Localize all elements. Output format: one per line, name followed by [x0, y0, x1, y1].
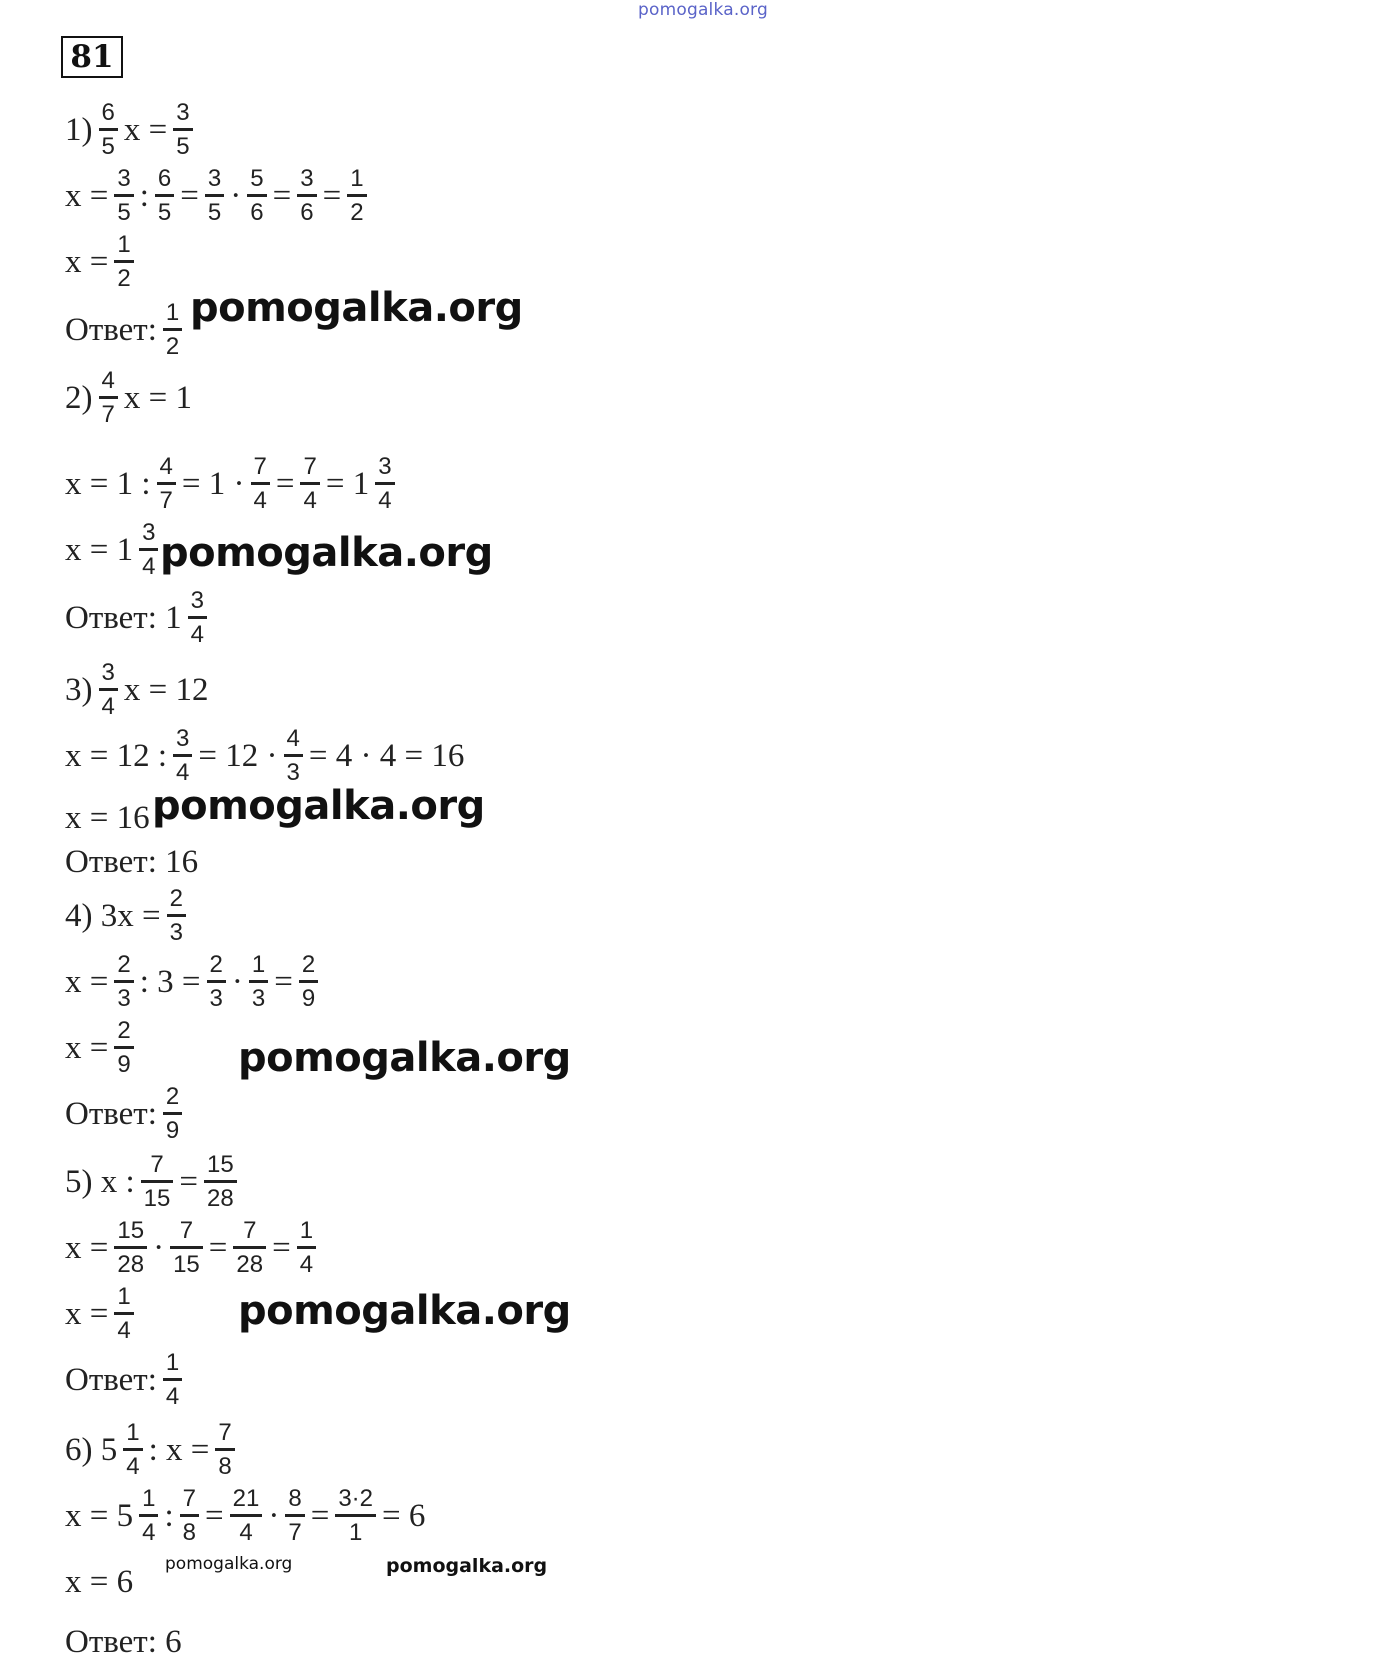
fraction-denominator: 28	[236, 1250, 264, 1278]
fraction-denominator: 3	[169, 918, 183, 946]
equation-text: :	[139, 177, 149, 214]
fraction-numerator: 21	[232, 1485, 260, 1513]
fraction	[188, 589, 207, 647]
fraction-denominator: 4	[117, 1316, 131, 1344]
fraction	[114, 167, 133, 225]
fraction-denominator: 4	[378, 486, 392, 514]
fraction	[347, 167, 366, 225]
fraction	[204, 1153, 237, 1211]
fraction-numerator: 3	[190, 587, 204, 615]
equation-text: 6) 5	[65, 1431, 118, 1468]
equation-text: : 3 =	[139, 963, 201, 1000]
problem-number: 81	[61, 36, 123, 78]
watermark: pomogalka.org	[160, 530, 493, 576]
equation-text: x =	[65, 963, 109, 1000]
fraction	[163, 1085, 182, 1143]
fraction	[251, 455, 270, 513]
fraction-numerator: 2	[169, 885, 183, 913]
equation-text: = 4 · 4 = 16	[308, 737, 465, 774]
fraction	[157, 455, 176, 513]
fraction-denominator: 4	[176, 758, 190, 786]
fraction-denominator: 9	[117, 1050, 131, 1078]
equation-text: x = 1	[123, 379, 192, 416]
fraction-denominator: 3	[286, 758, 300, 786]
fraction-denominator: 4	[239, 1518, 253, 1546]
equation-text: = 1	[325, 465, 370, 502]
fraction-numerator: 7	[243, 1217, 257, 1245]
fraction-numerator: 7	[150, 1151, 164, 1179]
fraction-numerator: 3	[142, 519, 156, 547]
equation-line	[62, 1280, 137, 1348]
fraction-denominator: 28	[117, 1250, 145, 1278]
fraction-denominator: 4	[303, 486, 317, 514]
equation-line	[62, 1482, 428, 1550]
fraction	[114, 233, 133, 291]
fraction	[123, 1421, 142, 1479]
equation-line	[62, 948, 321, 1016]
equation-text: =	[180, 177, 199, 214]
equation-text: x = 5	[65, 1497, 134, 1534]
fraction-denominator: 15	[173, 1250, 200, 1278]
equation-line	[62, 364, 195, 432]
equation-text: x = 6	[65, 1563, 134, 1600]
fraction-denominator: 7	[288, 1518, 302, 1546]
equation-text: x = 1	[65, 531, 134, 568]
equation-text: =	[272, 177, 292, 214]
equation-line	[62, 1608, 185, 1676]
fraction-denominator: 4	[101, 692, 115, 720]
equation-line	[62, 1014, 137, 1082]
fraction	[249, 953, 268, 1011]
fraction-numerator: 2	[117, 951, 131, 979]
fraction-denominator: 8	[218, 1452, 232, 1480]
fraction-denominator: 3	[209, 984, 223, 1012]
fraction	[99, 661, 118, 719]
fraction	[297, 167, 316, 225]
fraction-numerator: 3	[101, 659, 115, 687]
fraction-denominator: 4	[142, 552, 156, 580]
equation-line	[62, 1548, 136, 1616]
fraction-denominator: 4	[126, 1452, 140, 1480]
equation-line	[62, 96, 196, 164]
fraction-numerator: 6	[101, 99, 115, 127]
fraction-numerator: 3	[207, 165, 222, 193]
equation-text: =	[272, 1229, 291, 1266]
equation-text: x =	[65, 1229, 109, 1266]
equation-line	[62, 1148, 240, 1216]
equation-text: =	[179, 1163, 198, 1200]
equation-text: x = 12 :	[65, 737, 168, 774]
equation-text: = 6	[382, 1497, 426, 1534]
equation-text: Ответ:	[65, 311, 157, 348]
fraction-numerator: 1	[117, 1283, 131, 1311]
equation-text: x =	[65, 1295, 109, 1332]
equation-line	[62, 296, 185, 364]
fraction-denominator: 6	[250, 198, 264, 226]
equation-text: Ответ:	[65, 1361, 157, 1398]
equation-line	[62, 1416, 238, 1484]
fraction-numerator: 2	[301, 951, 316, 979]
fraction	[155, 167, 174, 225]
fraction-denominator: 4	[142, 1518, 156, 1546]
fraction-denominator: 4	[299, 1250, 314, 1278]
equation-line	[62, 656, 211, 724]
fraction-numerator: 4	[159, 453, 173, 481]
equation-line	[62, 882, 189, 950]
equation-text: = 12 ·	[198, 737, 278, 774]
fraction-numerator: 1	[126, 1419, 140, 1447]
fraction-denominator: 4	[165, 1382, 180, 1410]
fraction	[230, 1487, 263, 1545]
equation-text: =	[322, 177, 342, 214]
equation-text: = 1 ·	[181, 465, 245, 502]
fraction	[99, 369, 118, 427]
fraction-numerator: 7	[182, 1485, 197, 1513]
equation-text: 2)	[65, 379, 93, 416]
fraction	[163, 301, 182, 359]
equation-text: : x =	[148, 1431, 210, 1468]
fraction-numerator: 7	[303, 453, 317, 481]
fraction	[114, 1285, 133, 1343]
watermark: pomogalka.org	[152, 783, 485, 829]
equation-line	[62, 1214, 319, 1282]
fraction-numerator: 6	[157, 165, 172, 193]
fraction	[285, 1487, 304, 1545]
fraction-numerator: 7	[253, 453, 267, 481]
fraction	[167, 887, 186, 945]
equation-text: x = 1 :	[65, 465, 151, 502]
fraction-denominator: 4	[190, 620, 204, 648]
fraction	[173, 727, 192, 785]
fraction	[207, 953, 226, 1011]
fraction-denominator: 1	[348, 1518, 363, 1546]
fraction-denominator: 9	[165, 1116, 180, 1144]
fraction	[215, 1421, 234, 1479]
fraction-numerator: 1	[350, 165, 364, 193]
fraction-denominator: 8	[182, 1518, 197, 1546]
fraction	[205, 167, 224, 225]
fraction	[139, 1487, 158, 1545]
fraction-numerator: 5	[250, 165, 264, 193]
fraction-denominator: 28	[207, 1184, 234, 1212]
equation-text: :	[164, 1497, 174, 1534]
fraction	[375, 455, 394, 513]
fraction-denominator: 7	[101, 400, 115, 428]
equation-text: 3)	[65, 671, 93, 708]
fraction-denominator: 3	[251, 984, 266, 1012]
fraction-numerator: 1	[117, 231, 131, 259]
fraction	[284, 727, 303, 785]
watermark: pomogalka.org	[238, 1288, 571, 1334]
equation-text: 4) 3x =	[65, 897, 161, 934]
equation-text: x =	[65, 243, 109, 280]
fraction-numerator: 7	[218, 1419, 232, 1447]
equation-text: =	[275, 465, 295, 502]
fraction-numerator: 3	[176, 99, 190, 127]
equation-line	[62, 516, 161, 584]
fraction-numerator: 1	[299, 1217, 314, 1245]
equation-line	[62, 1080, 185, 1148]
fraction-numerator: 1	[165, 1349, 180, 1377]
watermark: pomogalka.org	[190, 285, 523, 331]
fraction-denominator: 5	[117, 198, 131, 226]
fraction-numerator: 4	[101, 367, 115, 395]
fraction-denominator: 4	[253, 486, 267, 514]
fraction	[114, 1019, 133, 1077]
fraction-numerator: 1	[142, 1485, 156, 1513]
fraction-numerator: 1	[165, 299, 180, 327]
fraction-numerator: 15	[207, 1151, 234, 1179]
fraction-numerator: 7	[179, 1217, 194, 1245]
fraction	[335, 1487, 376, 1545]
equation-text: x =	[65, 1029, 109, 1066]
equation-text: Ответ:	[65, 1095, 157, 1132]
equation-line	[62, 722, 467, 790]
equation-text: 5) x :	[65, 1163, 135, 1200]
equation-text: ·	[268, 1497, 280, 1534]
equation-text: ·	[231, 963, 243, 1000]
fraction-denominator: 3	[117, 984, 131, 1012]
fraction	[300, 455, 319, 513]
fraction-denominator: 5	[176, 132, 190, 160]
fraction-numerator: 15	[117, 1217, 145, 1245]
equation-text: =	[208, 1229, 228, 1266]
fraction-numerator: 2	[165, 1083, 180, 1111]
fraction	[114, 1219, 147, 1277]
fraction-denominator: 5	[101, 132, 115, 160]
fraction-numerator: 3	[378, 453, 392, 481]
equation-line	[62, 228, 137, 296]
equation-line	[62, 450, 398, 518]
watermark: pomogalka.org	[165, 1554, 293, 1574]
fraction-numerator: 4	[286, 725, 300, 753]
fraction-numerator: 3	[176, 725, 190, 753]
top-watermark: pomogalka.org	[638, 0, 768, 20]
fraction-denominator: 2	[117, 264, 131, 292]
watermark: pomogalka.org	[238, 1035, 571, 1081]
fraction	[141, 1153, 174, 1211]
equation-text: =	[205, 1497, 224, 1534]
fraction-denominator: 6	[300, 198, 314, 226]
fraction-denominator: 7	[159, 486, 173, 514]
equation-line	[62, 1346, 185, 1414]
fraction	[139, 521, 158, 579]
fraction-denominator: 15	[143, 1184, 171, 1212]
fraction	[247, 167, 266, 225]
equation-text: x = 12	[123, 671, 209, 708]
fraction	[114, 953, 133, 1011]
watermark: pomogalka.org	[386, 1555, 548, 1577]
equation-text: x =	[65, 177, 109, 214]
equation-text: =	[310, 1497, 330, 1534]
fraction-numerator: 3	[300, 165, 314, 193]
fraction	[170, 1219, 203, 1277]
equation-text: Ответ: 1	[65, 599, 182, 636]
equation-text: =	[274, 963, 293, 1000]
fraction-denominator: 5	[207, 198, 222, 226]
fraction-numerator: 8	[288, 1485, 302, 1513]
equation-line	[62, 162, 370, 230]
fraction	[173, 101, 192, 159]
equation-text: Ответ: 16	[65, 843, 199, 880]
fraction	[99, 101, 118, 159]
fraction-denominator: 2	[350, 198, 364, 226]
fraction-numerator: 3	[117, 165, 131, 193]
fraction	[163, 1351, 182, 1409]
equation-text: Ответ: 6	[65, 1623, 182, 1660]
fraction-numerator: 2	[209, 951, 223, 979]
fraction-numerator: 2	[117, 1017, 131, 1045]
equation-text: ·	[230, 177, 242, 214]
equation-line	[62, 584, 210, 652]
fraction	[299, 953, 318, 1011]
fraction	[297, 1219, 316, 1277]
fraction-numerator: 1	[251, 951, 266, 979]
equation-text: ·	[153, 1229, 165, 1266]
fraction	[180, 1487, 199, 1545]
fraction-denominator: 9	[301, 984, 316, 1012]
fraction-numerator: 3·2	[338, 1485, 374, 1513]
equation-text: 1)	[65, 111, 93, 148]
equation-text: x = 16	[65, 799, 150, 836]
fraction-denominator: 2	[165, 332, 180, 360]
fraction	[233, 1219, 266, 1277]
equation-text: x =	[123, 111, 168, 148]
fraction-denominator: 5	[157, 198, 172, 226]
